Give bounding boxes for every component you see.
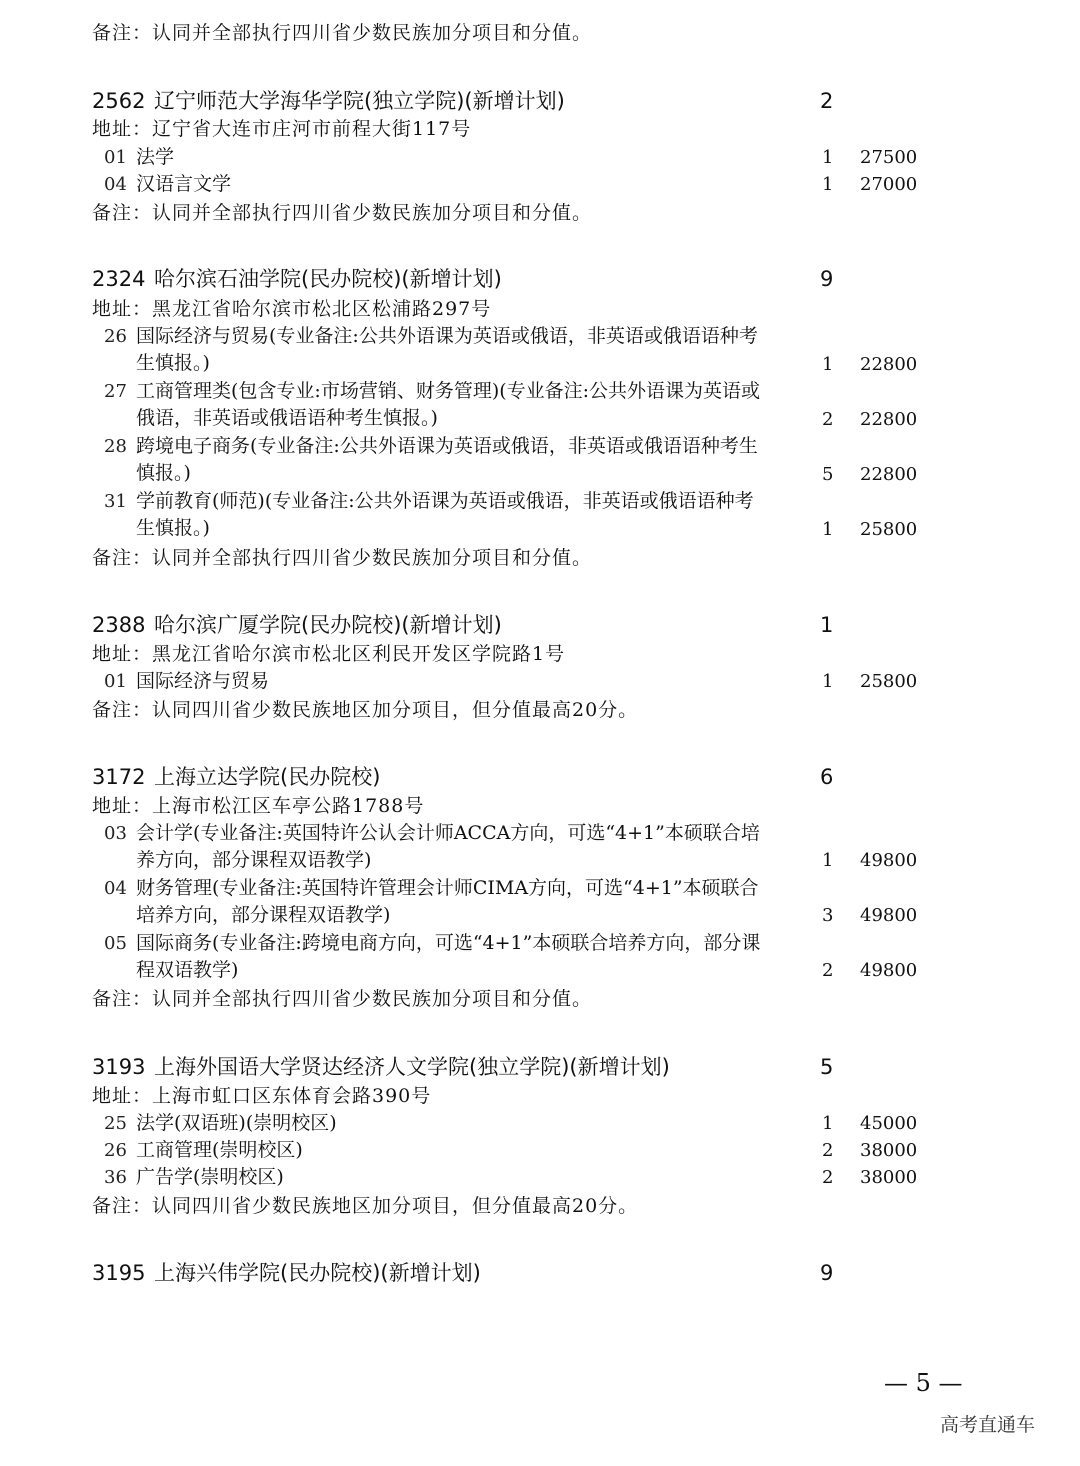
- school-address: 地址：上海市松江区车亭公路1788号: [92, 795, 425, 817]
- major-fee: 49800: [860, 905, 918, 926]
- major-code: 05: [104, 933, 127, 954]
- major-fee: 27000: [860, 174, 918, 195]
- major-fee: 22800: [860, 409, 918, 430]
- major-name: 法学: [136, 146, 175, 168]
- school-name: 哈尔滨广厦学院(民办院校)(新增计划): [154, 613, 502, 637]
- school-note: 备注：认同四川省少数民族地区加分项目，但分值最高20分。: [92, 1195, 639, 1217]
- major-count: 1: [822, 147, 834, 168]
- major-code: 31: [104, 491, 127, 512]
- school-address: 地址：上海市虹口区东体育会路390号: [92, 1085, 432, 1107]
- major-code: 36: [104, 1167, 127, 1188]
- school-plan-total: 2: [820, 89, 834, 113]
- major-code: 03: [104, 823, 127, 844]
- major-code: 26: [104, 1140, 127, 1161]
- major-name: 工商管理类(包含专业:市场营销、财务管理)(专业备注:公共外语课为英语或俄语，非英语或俄语语种考生慎报。): [136, 380, 761, 429]
- major-name: 国际经济与贸易(专业备注:公共外语课为英语或俄语，非英语或俄语语种考生慎报。): [136, 325, 758, 374]
- school-plan-total: 1: [820, 613, 834, 637]
- school-header: [92, 264, 502, 294]
- major-fee: 22800: [860, 354, 918, 375]
- major-count: 2: [822, 409, 834, 430]
- major-count: 2: [822, 1140, 834, 1161]
- school-name: 哈尔滨石油学院(民办院校)(新增计划): [154, 267, 502, 291]
- major-code: 25: [104, 1113, 127, 1134]
- major-name: 法学(双语班)(崇明校区): [136, 1112, 337, 1134]
- major-name: 工商管理(崇明校区): [136, 1139, 303, 1161]
- school-name: 辽宁师范大学海华学院(独立学院)(新增计划): [154, 89, 565, 113]
- major-code: 04: [104, 174, 127, 195]
- major-code: 28: [104, 436, 127, 457]
- school-header: [92, 1258, 481, 1288]
- school-address: 地址：黑龙江省哈尔滨市松北区松浦路297号: [92, 298, 492, 320]
- school-code: 2324: [92, 267, 146, 291]
- major-fee: 22800: [860, 464, 918, 485]
- top-note: 备注：认同并全部执行四川省少数民族加分项目和分值。: [92, 22, 593, 44]
- watermark: 高考直通车: [940, 1414, 1036, 1436]
- school-plan-total: 9: [820, 267, 834, 291]
- major-count: 1: [822, 671, 834, 692]
- major-fee: 49800: [860, 850, 918, 871]
- major-fee: 25800: [860, 671, 918, 692]
- major-count: 1: [822, 850, 834, 871]
- major-code: 26: [104, 326, 127, 347]
- school-note: 备注：认同四川省少数民族地区加分项目，但分值最高20分。: [92, 699, 639, 721]
- major-code: 01: [104, 147, 127, 168]
- major-count: 2: [822, 1167, 834, 1188]
- major-name: 跨境电子商务(专业备注:公共外语课为英语或俄语，非英语或俄语语种考生慎报。): [136, 435, 758, 484]
- major-name: 国际经济与贸易: [136, 670, 270, 692]
- major-fee: 38000: [860, 1140, 918, 1161]
- school-header: [92, 1052, 670, 1082]
- school-header: [92, 86, 565, 116]
- major-name: 财务管理(专业备注:英国特许管理会计师CIMA方向，可选“4+1”本硕联合培养方向，部分课程双语教学): [136, 877, 759, 926]
- major-name: 会计学(专业备注:英国特许公认会计师ACCA方向，可选“4+1”本硕联合培养方向，部分课程双语教学): [136, 822, 760, 871]
- major-count: 1: [822, 1113, 834, 1134]
- major-count: 2: [822, 960, 834, 981]
- school-note: 备注：认同并全部执行四川省少数民族加分项目和分值。: [92, 988, 593, 1010]
- major-count: 5: [822, 464, 834, 485]
- school-code: 3193: [92, 1055, 146, 1079]
- school-code: 3172: [92, 765, 146, 789]
- school-plan-total: 9: [820, 1261, 834, 1285]
- school-note: 备注：认同并全部执行四川省少数民族加分项目和分值。: [92, 202, 593, 224]
- major-fee: 49800: [860, 960, 918, 981]
- major-code: 27: [104, 381, 127, 402]
- school-code: 2388: [92, 613, 146, 637]
- school-name: 上海立达学院(民办院校): [154, 765, 381, 789]
- school-plan-total: 6: [820, 765, 834, 789]
- major-count: 1: [822, 519, 834, 540]
- school-name: 上海兴伟学院(民办院校)(新增计划): [154, 1261, 481, 1285]
- major-name: 国际商务(专业备注:跨境电商方向，可选“4+1”本硕联合培养方向，部分课程双语教学): [136, 932, 761, 981]
- major-fee: 27500: [860, 147, 918, 168]
- page-number: — 5 —: [884, 1369, 963, 1397]
- major-count: 1: [822, 354, 834, 375]
- school-address: 地址：辽宁省大连市庄河市前程大街117号: [92, 118, 472, 140]
- school-plan-total: 5: [820, 1055, 834, 1079]
- school-code: 2562: [92, 89, 146, 113]
- major-name: 汉语言文学: [136, 173, 232, 195]
- school-header: [92, 762, 380, 792]
- major-count: 3: [822, 905, 834, 926]
- major-name: 广告学(崇明校区): [136, 1166, 284, 1188]
- school-address: 地址：黑龙江省哈尔滨市松北区利民开发区学院路1号: [92, 643, 566, 665]
- major-fee: 25800: [860, 519, 918, 540]
- major-count: 1: [822, 174, 834, 195]
- school-code: 3195: [92, 1261, 146, 1285]
- major-name: 学前教育(师范)(专业备注:公共外语课为英语或俄语，非英语或俄语语种考生慎报。): [136, 490, 754, 539]
- major-fee: 45000: [860, 1113, 918, 1134]
- major-code: 04: [104, 878, 127, 899]
- major-code: 01: [104, 671, 127, 692]
- major-fee: 38000: [860, 1167, 918, 1188]
- school-name: 上海外国语大学贤达经济人文学院(独立学院)(新增计划): [154, 1055, 670, 1079]
- school-header: [92, 610, 502, 640]
- school-note: 备注：认同并全部执行四川省少数民族加分项目和分值。: [92, 547, 593, 569]
